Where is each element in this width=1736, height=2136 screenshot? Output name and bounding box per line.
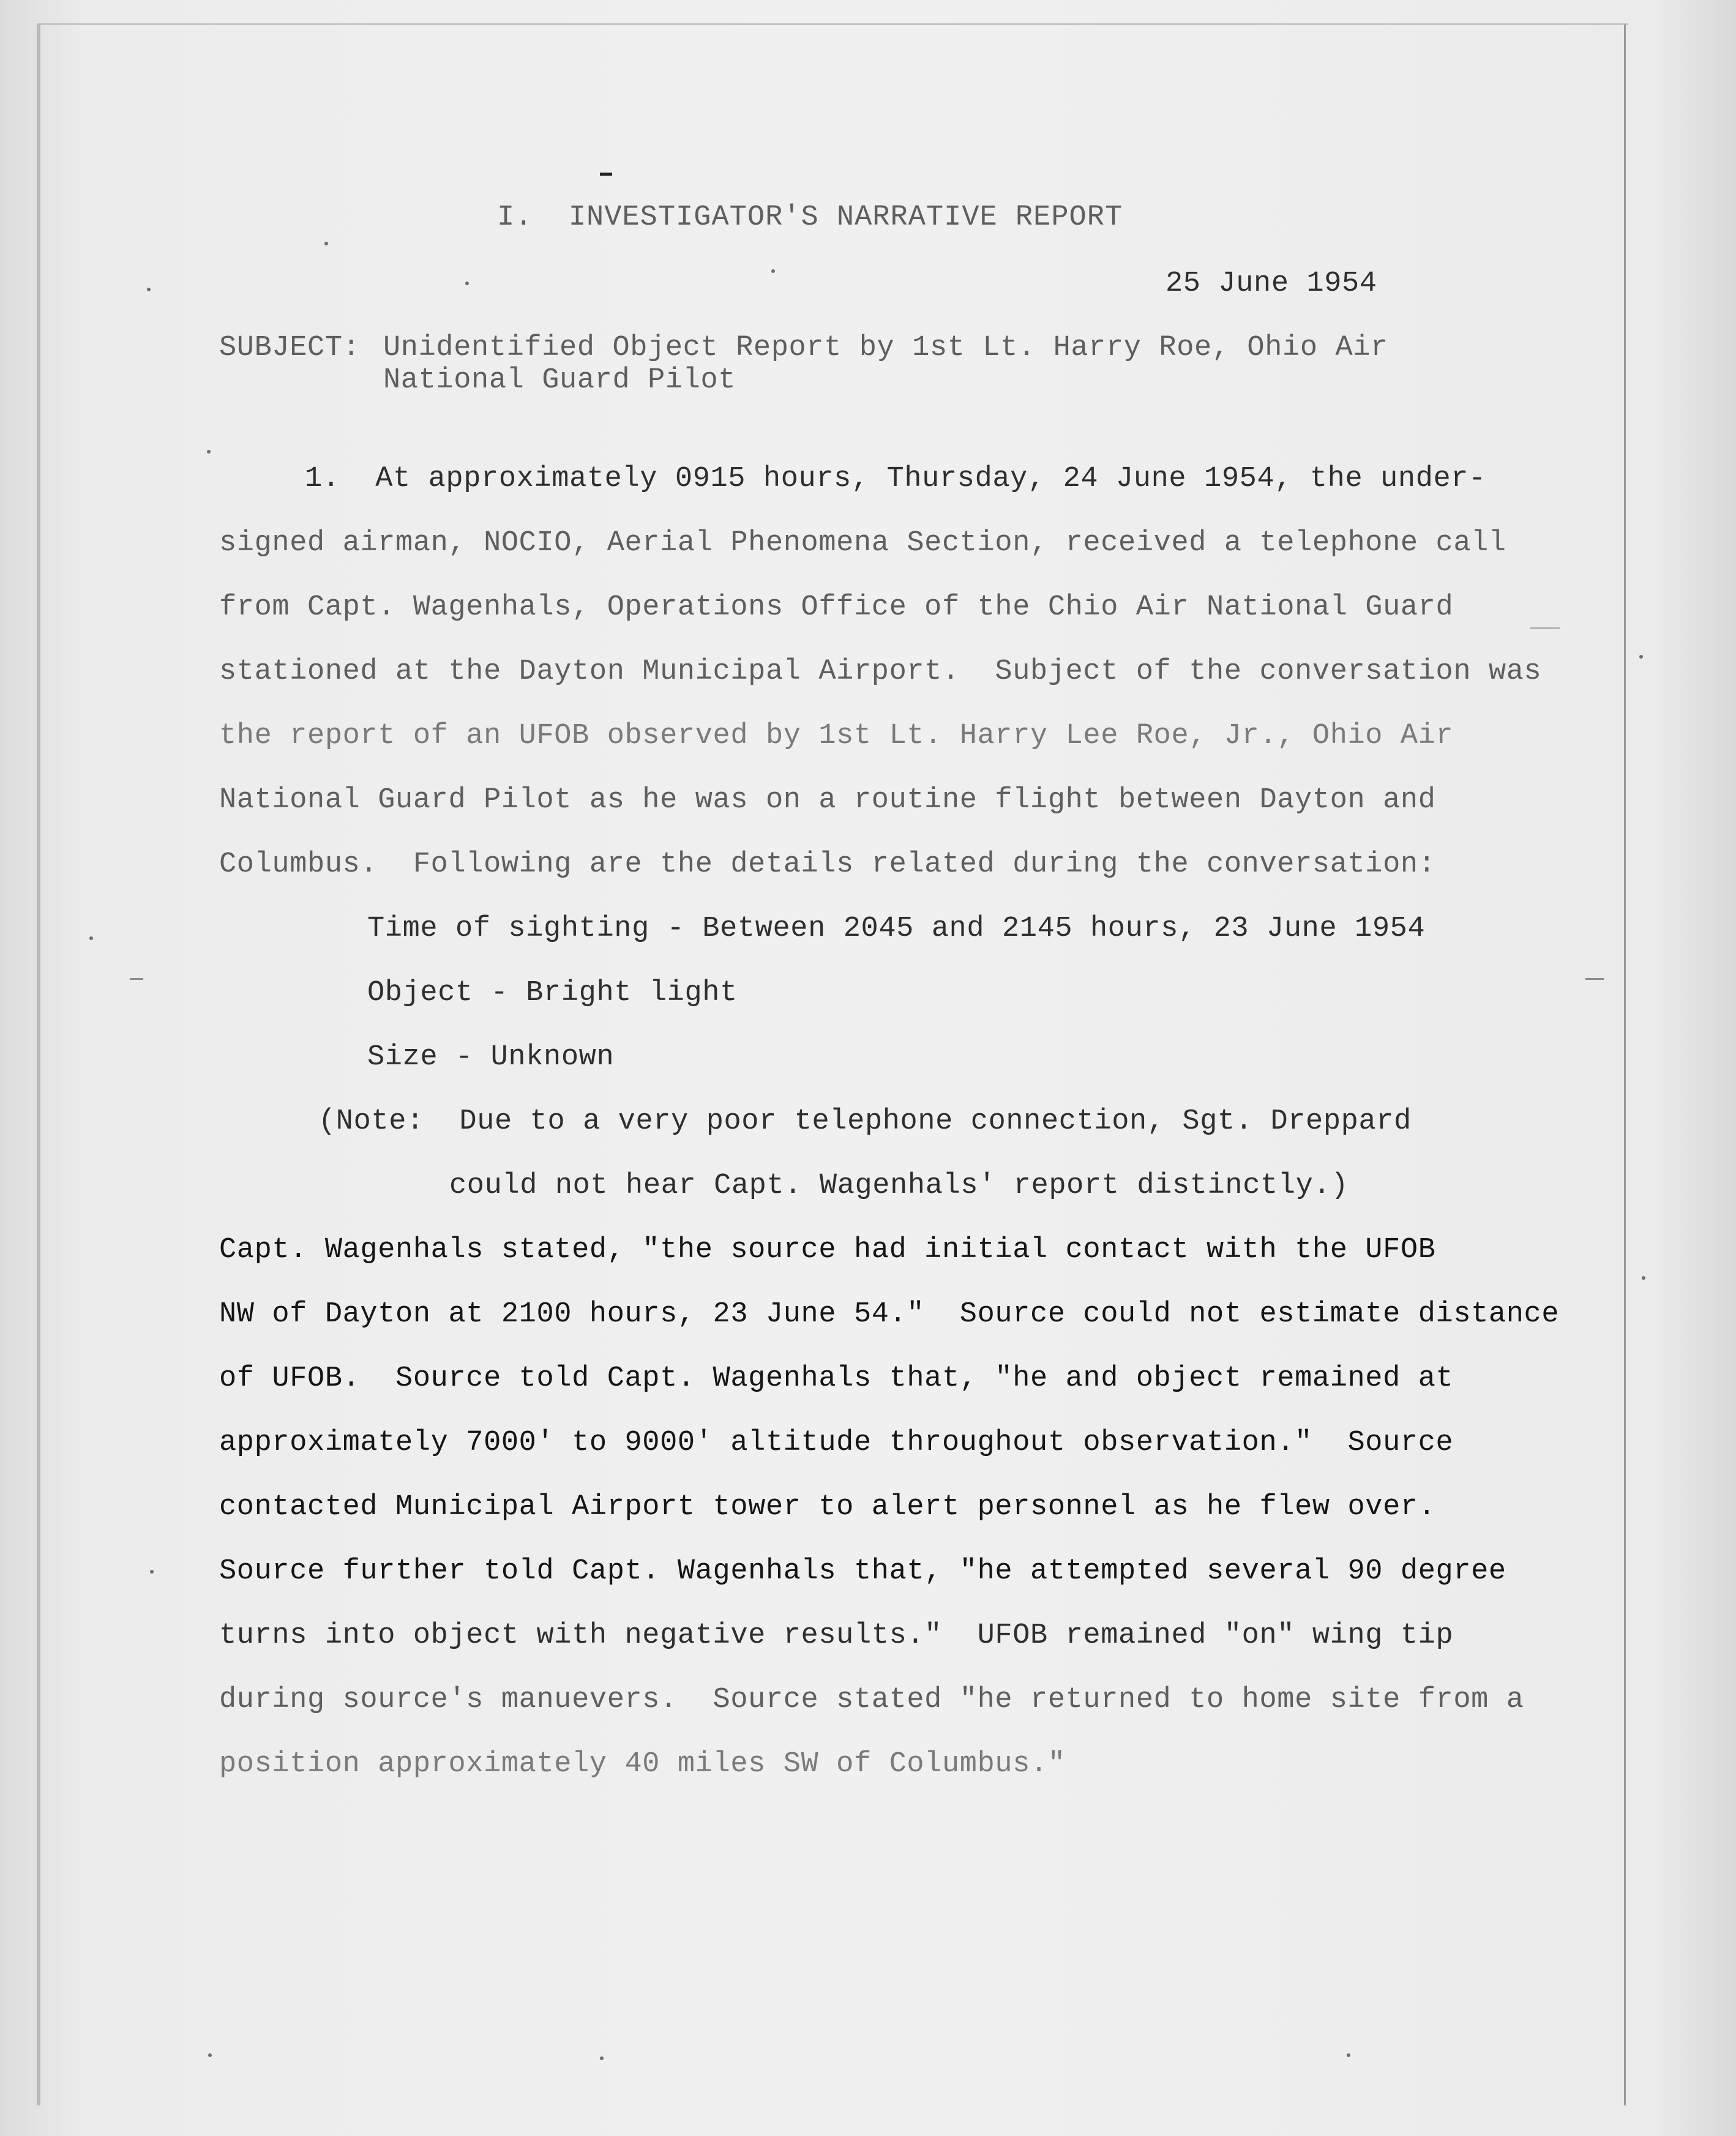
- para2-line: of UFOB. Source told Capt. Wagenhals that, "he and object remained at: [219, 1362, 1454, 1395]
- detail-object: Object - Bright light: [367, 977, 738, 1009]
- scan-mark: [1530, 627, 1560, 629]
- subject-line-1: Unidentified Object Report by 1st Lt. Harry Roe, Ohio Air: [383, 332, 1388, 364]
- scan-speck: [1639, 655, 1643, 659]
- para1-line: signed airman, NOCIO, Aerial Phenomena Section, received a telephone call: [219, 527, 1506, 559]
- scan-speck: [324, 242, 328, 245]
- para1-line: National Guard Pilot as he was on a routine flight between Dayton and: [219, 784, 1436, 816]
- scan-speck: [1642, 1276, 1645, 1280]
- detail-size: Size - Unknown: [367, 1041, 615, 1074]
- para1-line: Columbus. Following are the details related during the conversation:: [219, 848, 1436, 881]
- scan-mark: [130, 978, 143, 980]
- subject-label: SUBJECT:: [219, 332, 361, 364]
- page-right-edge: [1624, 24, 1626, 2105]
- para1-line: from Capt. Wagenhals, Operations Office of the Chio Air National Guard: [219, 591, 1454, 624]
- scan-speck: [89, 936, 93, 940]
- scan-speck: [150, 1570, 154, 1574]
- report-heading: I. INVESTIGATOR'S NARRATIVE REPORT: [497, 201, 1123, 234]
- para2-line: contacted Municipal Airport tower to alert personnel as he flew over.: [219, 1491, 1436, 1523]
- scan-speck: [600, 2056, 604, 2060]
- page-left-edge: [37, 24, 40, 2105]
- para2-line: approximately 7000' to 9000' altitude throughout observation." Source: [219, 1427, 1454, 1459]
- report-date: 25 June 1954: [1165, 267, 1377, 300]
- para1-line: the report of an UFOB observed by 1st Lt. Harry Lee Roe, Jr., Ohio Air: [219, 720, 1454, 752]
- para2-line: Capt. Wagenhals stated, "the source had initial contact with the UFOB: [219, 1234, 1436, 1266]
- scan-speck: [1347, 2053, 1350, 2057]
- note-line-1: (Note: Due to a very poor telephone connection, Sgt. Dreppard: [318, 1105, 1412, 1138]
- para2-line: position approximately 40 miles SW of Columbus.": [219, 1748, 1066, 1780]
- para2-line: NW of Dayton at 2100 hours, 23 June 54." Source could not estimate distance: [219, 1298, 1560, 1331]
- para1-line: stationed at the Dayton Municipal Airport. Subject of the conversation was: [219, 655, 1542, 688]
- para2-line: Source further told Capt. Wagenhals that, "he attempted several 90 degree: [219, 1555, 1506, 1588]
- para2-line: during source's manuevers. Source stated "he returned to home site from a: [219, 1684, 1524, 1716]
- scan-speck: [465, 282, 469, 285]
- page-top-edge: [37, 23, 1628, 25]
- subject-line-2: National Guard Pilot: [383, 364, 736, 397]
- scan-speck: [207, 450, 211, 454]
- note-line-2: could not hear Capt. Wagenhals' report distinctly.): [449, 1170, 1349, 1202]
- detail-time-of-sighting: Time of sighting - Between 2045 and 2145 hours, 23 June 1954: [367, 913, 1426, 945]
- scan-mark: [1585, 978, 1604, 980]
- scan-speck: [208, 2053, 212, 2057]
- scan-speck: [771, 269, 775, 273]
- scan-speck: [147, 288, 151, 291]
- para1-line: 1. At approximately 0915 hours, Thursday, 24 June 1954, the under-: [305, 463, 1486, 495]
- para2-line: turns into object with negative results." UFOB remained "on" wing tip: [219, 1619, 1454, 1652]
- scan-mark: [600, 173, 612, 176]
